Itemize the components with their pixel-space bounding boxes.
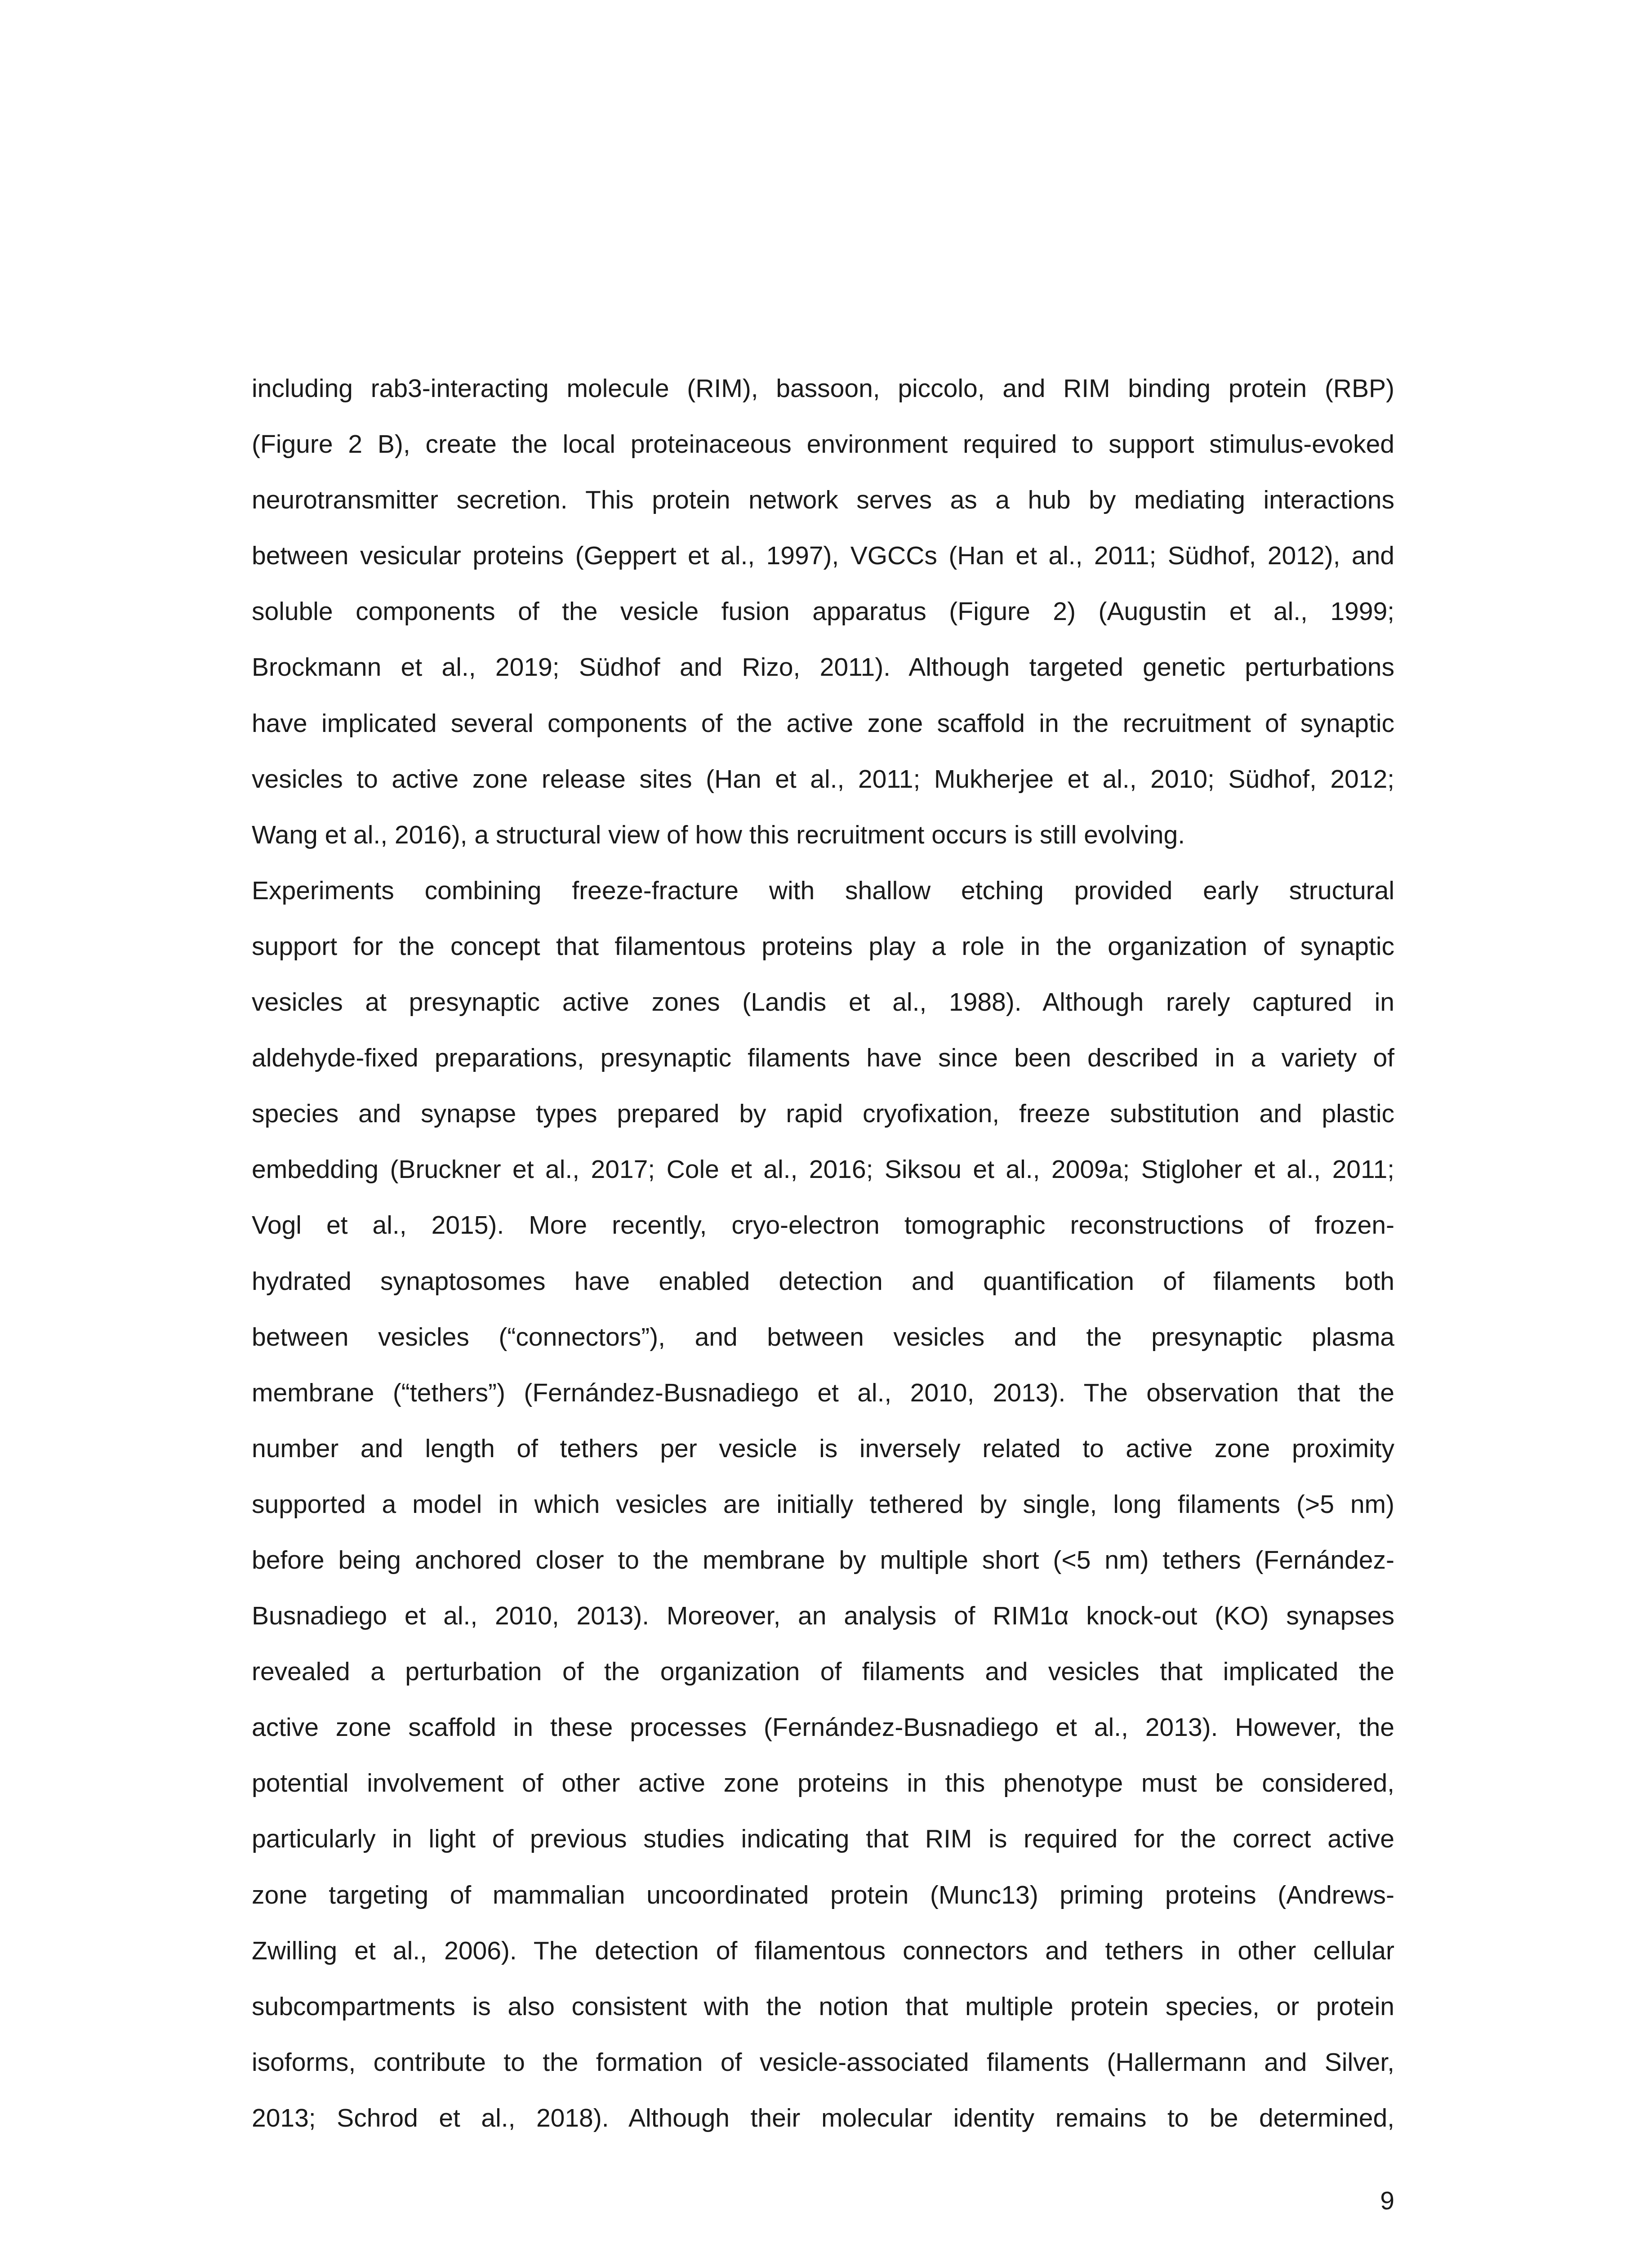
text-line: embedding (Bruckner et al., 2017; Cole et al., 2016; Siksou et al., 2009a; Stigloher et al., 2011; [252, 1155, 1394, 1184]
text-line: soluble components of the vesicle fusion apparatus (Figure 2) (Augustin et al., 1999; [252, 597, 1394, 626]
text-line: membrane (“tethers”) (Fernández-Busnadiego et al., 2010, 2013). The observation that the [252, 1378, 1394, 1407]
paragraph [252, 361, 1394, 863]
body-text [252, 361, 1394, 2146]
page-number: 9 [1380, 2186, 1394, 2215]
text-line: 2013; Schrod et al., 2018). Although their molecular identity remains to be determined, [252, 2103, 1394, 2132]
text-line: number and length of tethers per vesicle is inversely related to active zone proximity [252, 1434, 1394, 1463]
text-line: between vesicular proteins (Geppert et al., 1997), VGCCs (Han et al., 2011; Südhof, 2012), and [252, 541, 1394, 571]
text-line: isoforms, contribute to the formation of vesicle-associated filaments (Hallermann and Silver, [252, 2047, 1394, 2077]
text-line: vesicles to active zone release sites (Han et al., 2011; Mukherjee et al., 2010; Südhof, 2012; [252, 764, 1394, 794]
text-line: Experiments combining freeze-fracture with shallow etching provided early structural [252, 876, 1394, 905]
text-line: Vogl et al., 2015). More recently, cryo-electron tomographic reconstructions of frozen- [252, 1211, 1394, 1240]
text-line: hydrated synaptosomes have enabled detection and quantification of filaments both [252, 1267, 1394, 1296]
text-line: neurotransmitter secretion. This protein network serves as a hub by mediating interactions [252, 486, 1394, 515]
text-line: supported a model in which vesicles are initially tethered by single, long filaments (>5 nm) [252, 1490, 1394, 1519]
text-line: aldehyde-fixed preparations, presynaptic filaments have since been described in a variety of [252, 1044, 1394, 1073]
text-line: between vesicles (“connectors”), and between vesicles and the presynaptic plasma [252, 1322, 1394, 1351]
text-line: including rab3-interacting molecule (RIM), bassoon, piccolo, and RIM binding protein (RBP) [252, 374, 1394, 403]
text-line: revealed a perturbation of the organization of filaments and vesicles that implicated the [252, 1657, 1394, 1686]
text-line: support for the concept that filamentous proteins play a role in the organization of synaptic [252, 932, 1394, 961]
text-line: species and synapse types prepared by rapid cryofixation, freeze substitution and plastic [252, 1099, 1394, 1128]
text-line: before being anchored closer to the membrane by multiple short (<5 nm) tethers (Fernández- [252, 1545, 1394, 1574]
text-line: zone targeting of mammalian uncoordinated protein (Munc13) priming proteins (Andrews- [252, 1880, 1394, 1909]
text-line: vesicles at presynaptic active zones (Landis et al., 1988). Although rarely captured in [252, 988, 1394, 1017]
text-line: particularly in light of previous studies indicating that RIM is required for the correct active [252, 1824, 1394, 1854]
paragraph [252, 863, 1394, 2146]
text-line: potential involvement of other active zone proteins in this phenotype must be considered, [252, 1769, 1394, 1798]
text-line: Brockmann et al., 2019; Südhof and Rizo, 2011). Although targeted genetic perturbations [252, 653, 1394, 682]
text-line: Wang et al., 2016), a structural view of how this recruitment occurs is still evolving. [252, 820, 1185, 849]
text-line: have implicated several components of the active zone scaffold in the recruitment of synaptic [252, 709, 1394, 738]
text-line: subcompartments is also consistent with the notion that multiple protein species, or protein [252, 1992, 1394, 2021]
text-line: active zone scaffold in these processes (Fernández-Busnadiego et al., 2013). However, the [252, 1713, 1394, 1742]
text-line: (Figure 2 B), create the local proteinaceous environment required to support stimulus-evoked [252, 430, 1394, 459]
text-line: Zwilling et al., 2006). The detection of filamentous connectors and tethers in other cellular [252, 1936, 1394, 1965]
text-line: Busnadiego et al., 2010, 2013). Moreover, an analysis of RIM1α knock-out (KO) synapses [252, 1601, 1394, 1631]
